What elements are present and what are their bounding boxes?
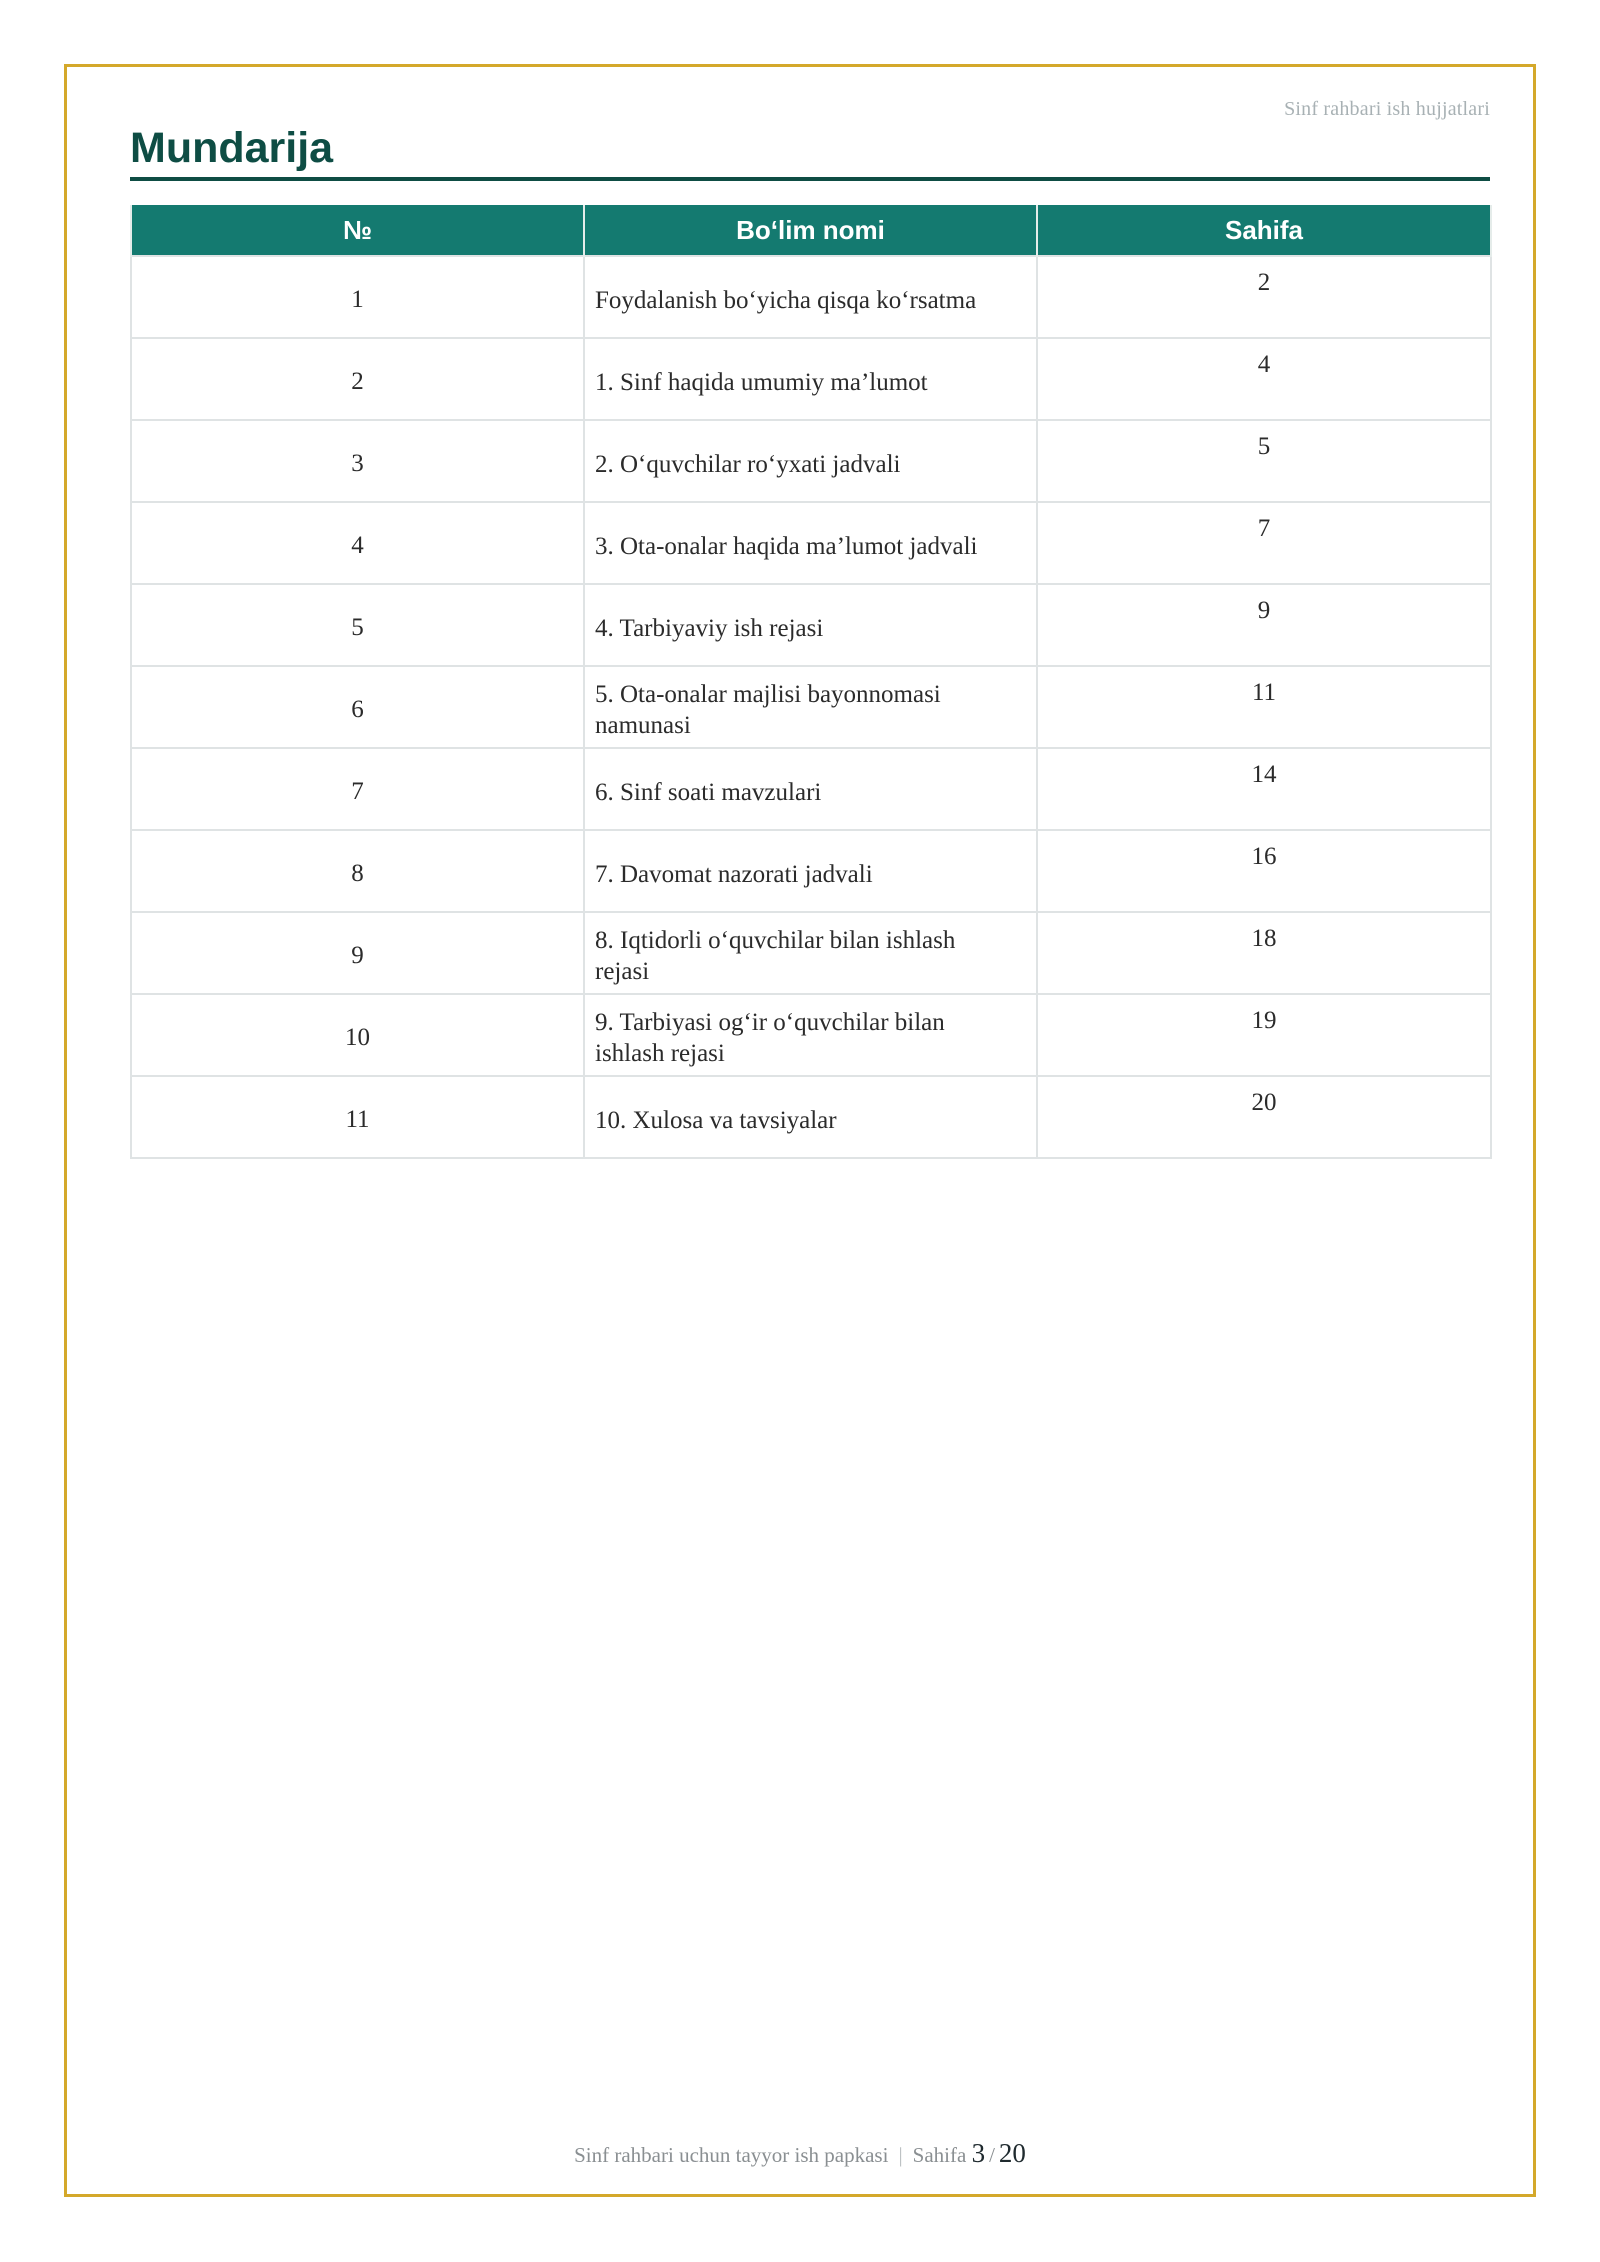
- section-name: 3. Ota-onalar haqida ma’lumot jadvali: [584, 502, 1037, 584]
- title-rule: [130, 177, 1490, 181]
- table-row: [131, 748, 1491, 830]
- row-number: 5: [131, 584, 584, 666]
- col-header-number: №: [131, 205, 584, 256]
- section-name: 8. Iqtidorli o‘quvchilar bilan ishlash rejasi: [584, 912, 1037, 994]
- col-header-page: Sahifa: [1037, 205, 1491, 256]
- table-row: [131, 994, 1491, 1076]
- table-row: [131, 912, 1491, 994]
- table-row: [131, 584, 1491, 666]
- page-number: 16: [1037, 830, 1491, 912]
- row-number: 9: [131, 912, 584, 994]
- page-footer: [0, 2138, 1600, 2169]
- row-number: 7: [131, 748, 584, 830]
- page-number: 9: [1037, 584, 1491, 666]
- page-number: 20: [1037, 1076, 1491, 1158]
- footer-page-slash: /: [989, 2143, 995, 2167]
- row-number: 8: [131, 830, 584, 912]
- footer-page-current: 3: [971, 2138, 986, 2168]
- table-row: [131, 1076, 1491, 1158]
- section-name: 4. Tarbiyaviy ish rejasi: [584, 584, 1037, 666]
- row-number: 1: [131, 256, 584, 338]
- section-name: Foydalanish bo‘yicha qisqa ko‘rsatma: [584, 256, 1037, 338]
- page-number: 14: [1037, 748, 1491, 830]
- section-name: 10. Xulosa va tavsiyalar: [584, 1076, 1037, 1158]
- footer-page-total: 20: [998, 2138, 1026, 2168]
- page-number: 18: [1037, 912, 1491, 994]
- section-name: 7. Davomat nazorati jadvali: [584, 830, 1037, 912]
- row-number: 11: [131, 1076, 584, 1158]
- row-number: 10: [131, 994, 584, 1076]
- table-row: [131, 666, 1491, 748]
- row-number: 4: [131, 502, 584, 584]
- page-number: 7: [1037, 502, 1491, 584]
- page-number: 11: [1037, 666, 1491, 748]
- col-header-section-name: Bo‘lim nomi: [584, 205, 1037, 256]
- table-row: [131, 338, 1491, 420]
- row-number: 3: [131, 420, 584, 502]
- section-name: 1. Sinf haqida umumiy ma’lumot: [584, 338, 1037, 420]
- row-number: 2: [131, 338, 584, 420]
- page-title: Mundarija: [130, 124, 334, 172]
- page-number: 19: [1037, 994, 1491, 1076]
- running-header: Sinf rahbari ish hujjatlari: [1284, 98, 1490, 120]
- page-number: 4: [1037, 338, 1491, 420]
- row-number: 6: [131, 666, 584, 748]
- footer-text: Sinf rahbari uchun tayyor ish papkasi: [574, 2143, 889, 2167]
- table-row: [131, 830, 1491, 912]
- section-name: 9. Tarbiyasi og‘ir o‘quvchilar bilan ishlash rejasi: [584, 994, 1037, 1076]
- table-row: [131, 420, 1491, 502]
- page-number: 5: [1037, 420, 1491, 502]
- page-number: 2: [1037, 256, 1491, 338]
- footer-page-label: Sahifa: [912, 2143, 967, 2167]
- footer-separator: |: [898, 2143, 903, 2167]
- table-row: [131, 256, 1491, 338]
- section-name: 5. Ota-onalar majlisi bayonnomasi namunasi: [584, 666, 1037, 748]
- section-name: 2. O‘quvchilar ro‘yxati jadvali: [584, 420, 1037, 502]
- toc-header-row: [131, 205, 1491, 256]
- toc-table: [130, 205, 1492, 1159]
- section-name: 6. Sinf soati mavzulari: [584, 748, 1037, 830]
- table-row: [131, 502, 1491, 584]
